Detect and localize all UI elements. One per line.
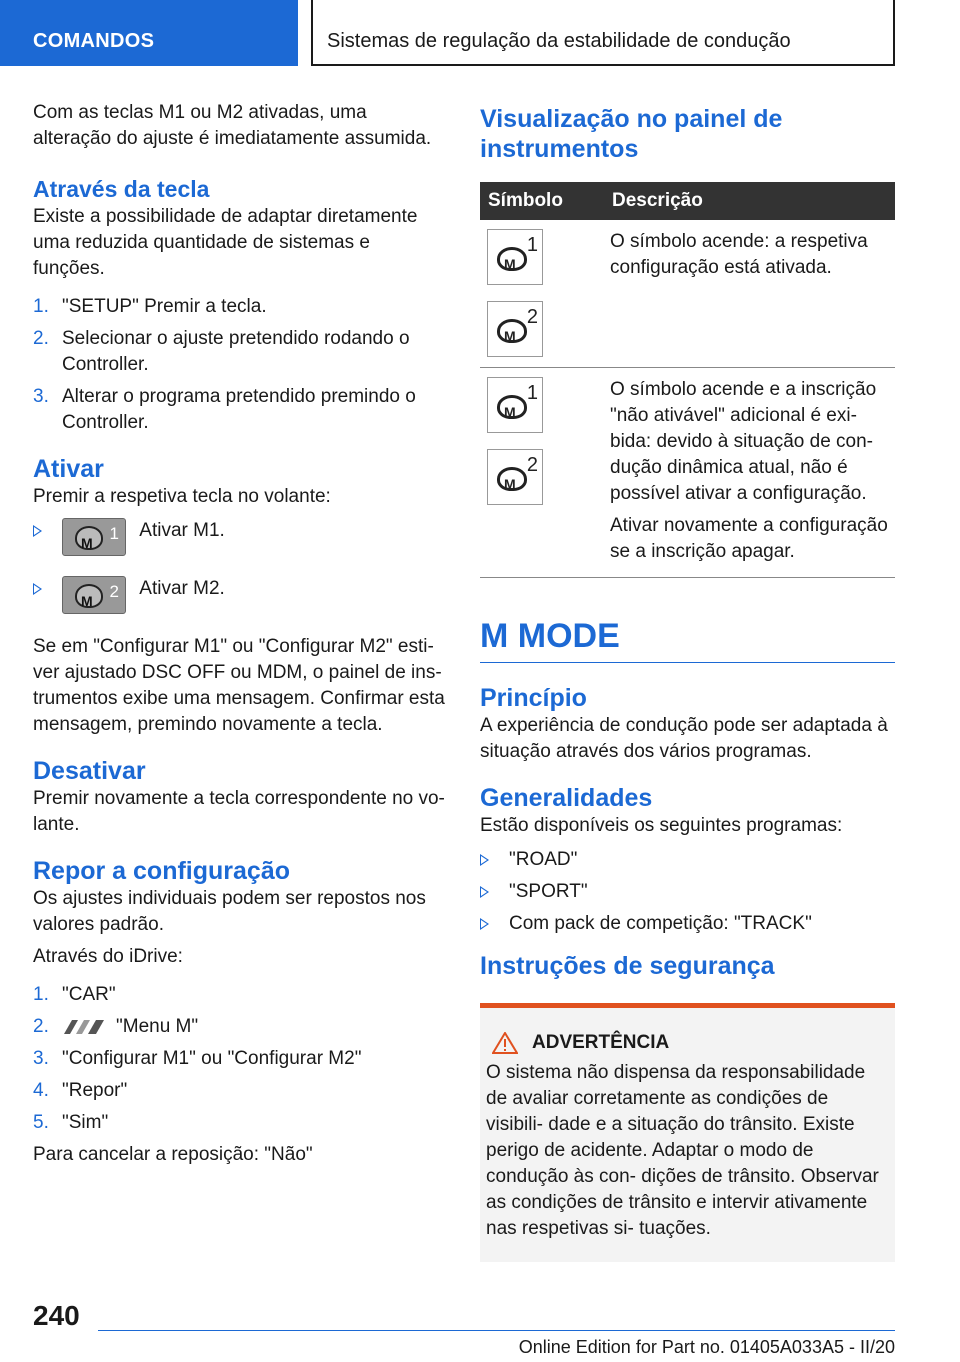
principle-heading: Princípio bbox=[480, 684, 587, 712]
warning-triangle-icon bbox=[492, 1032, 518, 1054]
row1-description: O símbolo acende: a respetiva configuração está ativada. bbox=[610, 231, 868, 278]
chapter-title: Sistemas de regulação da estabilidade de condução bbox=[327, 30, 791, 52]
section-label: COMANDOS bbox=[33, 30, 155, 52]
list-item: 2. "Menu M" bbox=[33, 1016, 199, 1037]
general-text: Estão disponíveis os seguintes programas: bbox=[480, 815, 843, 836]
intro-text: Com as teclas M1 ou M2 ativadas, uma alteração do ajuste é imediatamente assumida. bbox=[33, 102, 432, 149]
list-item: 3. Alterar o programa pretendido premindo o Controller. bbox=[33, 386, 416, 433]
reset-heading: Repor a configuração bbox=[33, 857, 290, 885]
via-button-text: Existe a possibilidade de adaptar diretamente uma reduzida quantidade de sistemas e funções. bbox=[33, 206, 418, 279]
right-column bbox=[480, 104, 895, 1262]
list-item: "ROAD" bbox=[480, 847, 895, 873]
activate-heading: Ativar bbox=[33, 455, 104, 483]
activate-text: Premir a respetiva tecla no volante: bbox=[33, 486, 331, 507]
list-item: 2. Selecionar o ajuste pretendido rodando o Controller. bbox=[33, 328, 410, 375]
list-item: 5. "Sim" bbox=[33, 1112, 109, 1133]
m1-button-icon: M 1 bbox=[62, 518, 126, 556]
setup-steps bbox=[33, 294, 447, 436]
reset-via: Através do iDrive: bbox=[33, 946, 183, 967]
bullet-icon bbox=[480, 918, 489, 930]
list-item: 3. "Configurar M1" ou "Configurar M2" bbox=[33, 1048, 362, 1069]
m2-symbol-icon: M 2 bbox=[487, 449, 543, 505]
m2-button-icon: M 2 bbox=[62, 576, 126, 614]
m-menu-icon bbox=[62, 1019, 106, 1035]
warning-text: O sistema não dispensa da responsabilidade de avaliar corretamente as condições de visibili- dade e a situação do trânsito. Existe perigo de acidente. Adaptar o modo de condução às con- dições de trânsito. Observar as condições de trânsito e intervir ativamente nas respetivas si- tuações. bbox=[486, 1062, 879, 1239]
col-description-header: Descrição bbox=[604, 182, 895, 220]
reset-text: Os ajustes individuais podem ser repostos nos valores padrão. bbox=[33, 888, 426, 935]
mmode-title: M MODE bbox=[480, 614, 895, 663]
row2-note: Ativar novamente a configuração se a inscrição apagar. bbox=[610, 515, 888, 562]
bullet-icon bbox=[33, 583, 42, 595]
list-item: 4. "Repor" bbox=[33, 1080, 128, 1101]
bullet-icon bbox=[480, 886, 489, 898]
warning-title: ADVERTÊNCIA bbox=[532, 1032, 670, 1053]
row2-description: O símbolo acende e a inscrição "não ativável" adicional é exi- bida: devido à situação de con- dução dinâmica atual, não é possível ativar a configuração. bbox=[610, 379, 877, 504]
m1-symbol-icon: M 1 bbox=[487, 229, 543, 285]
list-item: Com pack de competição: "TRACK" bbox=[480, 911, 895, 937]
warning-box bbox=[480, 1003, 895, 1262]
activate-list bbox=[33, 518, 447, 628]
reset-steps bbox=[33, 982, 447, 1136]
safety-heading: Instruções de segurança bbox=[480, 952, 775, 980]
left-column bbox=[33, 100, 447, 1168]
bullet-icon bbox=[480, 854, 489, 866]
table-row bbox=[480, 368, 895, 578]
principle-text: A experiência de condução pode ser adaptada à situação através dos vários programas. bbox=[480, 715, 888, 762]
table-row bbox=[480, 220, 895, 368]
list-item: M 2 Ativar M2. bbox=[33, 576, 447, 628]
bullet-icon bbox=[33, 525, 42, 537]
section-tab bbox=[0, 0, 298, 66]
page-number: 240 bbox=[33, 1300, 80, 1331]
col-symbol-header: Símbolo bbox=[480, 182, 604, 220]
deactivate-heading: Desativar bbox=[33, 757, 146, 785]
list-item: 1. "SETUP" Premir a tecla. bbox=[33, 296, 267, 317]
general-heading: Generalidades bbox=[480, 784, 653, 812]
footer-edition: Online Edition for Part no. 01405A033A5 - II/20 bbox=[518, 1337, 895, 1357]
activate-note: Se em "Configurar M1" ou "Configurar M2" esti- ver ajustado DSC OFF ou MDM, o painel de ins- trumentos exibe uma mensagem. Confirmar esta mensagem, premindo novamente a tecla. bbox=[33, 636, 445, 735]
symbol-table bbox=[480, 182, 895, 578]
list-item: 1. "CAR" bbox=[33, 984, 116, 1005]
chapter-header bbox=[311, 0, 895, 66]
footer-divider bbox=[98, 1330, 895, 1331]
list-item: "SPORT" bbox=[480, 879, 895, 905]
display-heading: Visualização no painel de instrumentos bbox=[480, 105, 783, 163]
reset-cancel: Para cancelar a reposição: "Não" bbox=[33, 1144, 313, 1165]
m1-symbol-icon: M 1 bbox=[487, 377, 543, 433]
via-button-heading: Através da tecla bbox=[33, 176, 210, 202]
programs-list bbox=[480, 847, 895, 937]
list-item: M 1 Ativar M1. bbox=[33, 518, 447, 570]
m2-symbol-icon: M 2 bbox=[487, 301, 543, 357]
deactivate-text: Premir novamente a tecla correspondente no vo- lante. bbox=[33, 788, 445, 835]
